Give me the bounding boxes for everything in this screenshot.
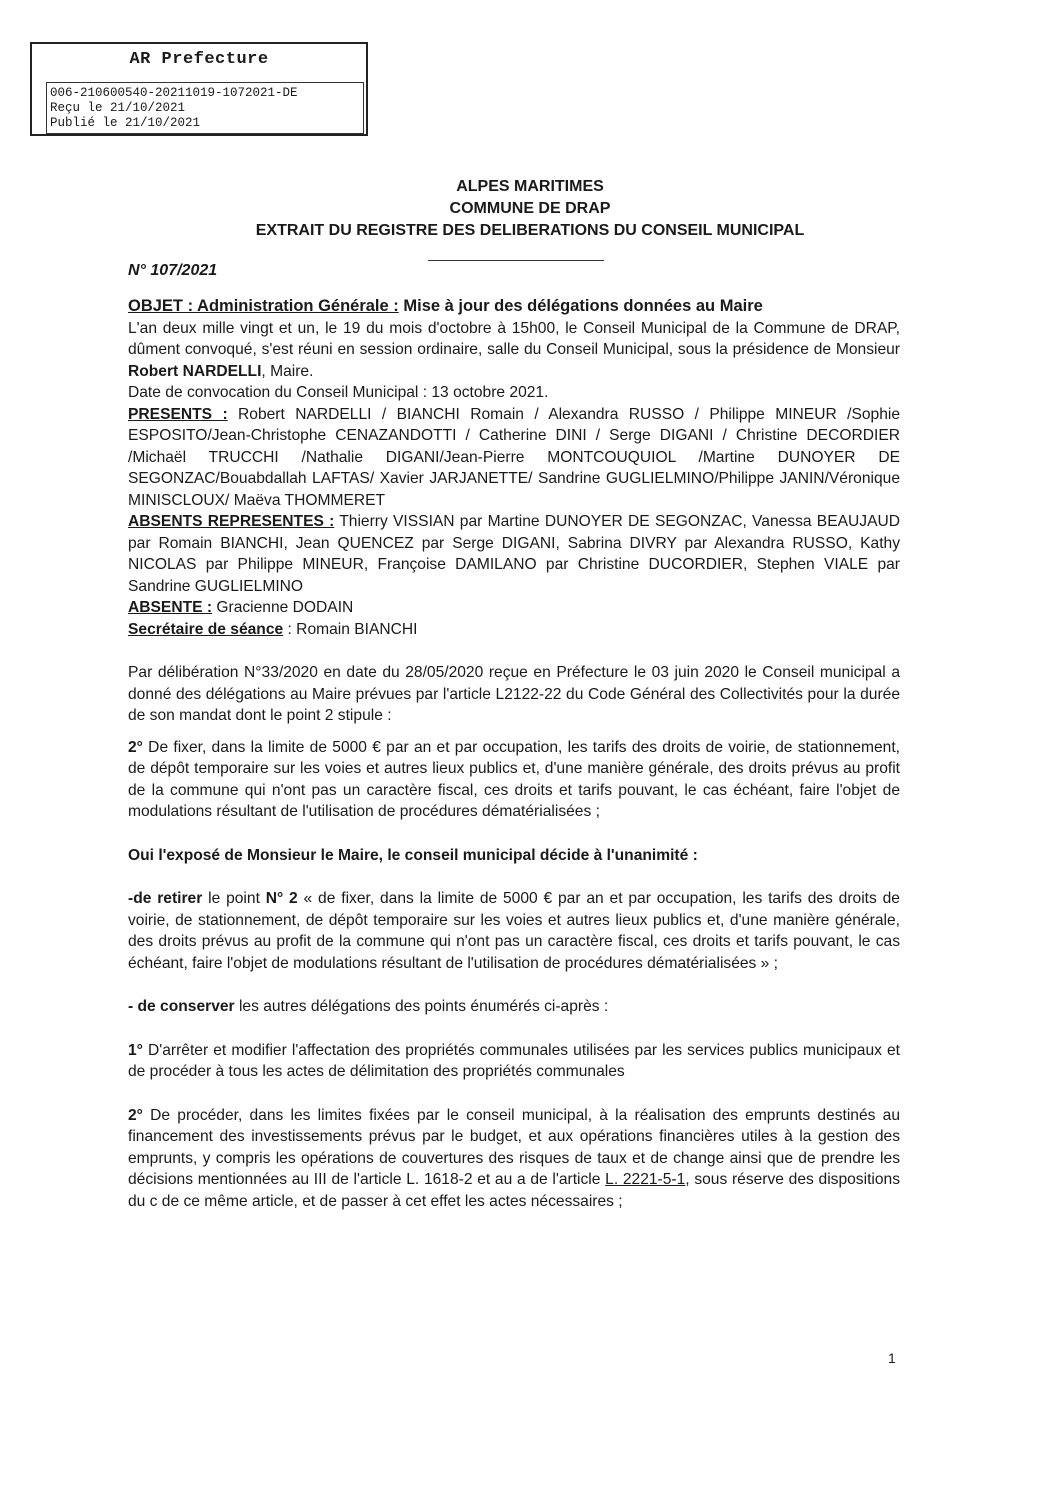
document-body	[128, 296, 900, 1212]
absents-representes-list: Thierry VISSIAN par Martine DUNOYER DE SEGONZAC, Vanessa BEAUJAUD par Romain BIANCHI, Jean QUENCEZ par Serge DIGANI, Sabrina DIVRY par Alexandra RUSSO, Kathy NICOLAS par Philippe MINEUR, Françoise DAMILANO par Christine DUCORDIER, Stephen VIALE par Sandrine GUGLIELMINO	[128, 513, 900, 595]
delegation-item-2	[128, 1105, 900, 1213]
stamp-title: AR Prefecture	[129, 50, 269, 69]
retirer-point-number: N° 2	[265, 890, 298, 907]
retirer-mid: le point	[202, 890, 266, 907]
session-intro	[128, 318, 900, 383]
delegation-item-1	[128, 1040, 900, 1083]
conserver-label: - de conserver	[128, 998, 235, 1015]
retirer-label: -de retirer	[128, 890, 203, 907]
header-divider	[428, 260, 604, 261]
secretaire-line	[128, 619, 900, 641]
absents-representes-paragraph	[128, 511, 900, 597]
item-1-number: 1°	[128, 1041, 143, 1059]
stamp-act-number: 006-210600540-20211019-1072021-DE	[50, 86, 298, 100]
absents-representes-label: ABSENTS REPRESENTES :	[128, 513, 335, 530]
intro-end: , Maire.	[261, 362, 314, 380]
conserver-text: les autres délégations des points énumérés ci-après :	[234, 998, 609, 1015]
point-2-original	[128, 737, 900, 823]
deliberation-number: N° 107/2021	[128, 262, 218, 279]
header-department: ALPES MARITIMES	[456, 178, 604, 195]
point-2-text: De fixer, dans la limite de 5000 € par an et par occupation, les tarifs des droits de voirie, de stationnement, de dépôt temporaire sur les voies et autres lieux publics et, d'une manière générale, des droits prévus au profit de la commune qui n'ont pas un caractère fiscal, ces droits et tarifs pouvant, le cas échéant, faire l'objet de modulations résultant de l'utilisation de procédures dématérialisées ;	[128, 738, 900, 820]
item-1-text: D'arrêter et modifier l'affectation des propriétés communales utilisées par les services publics municipaux et de procéder à tous les actes de délimitation des propriétés communales	[128, 1041, 900, 1080]
article-link[interactable]: L. 2221-5-1	[605, 1171, 686, 1188]
deliberation-reference: Par délibération N°33/2020 en date du 28/05/2020 reçue en Préfecture le 03 juin 2020 le Conseil municipal a donné des délégations au Maire prévues par l'article L2122-22 du Code Général des Collectivités pour la durée de son mandat dont le point 2 stipule :	[128, 664, 900, 724]
retirer-paragraph	[128, 888, 900, 974]
conserver-paragraph	[128, 996, 900, 1018]
stamp-details	[46, 82, 364, 134]
convocation-date: Date de convocation du Conseil Municipal : 13 octobre 2021.	[128, 384, 549, 401]
secretaire-name: : Romain BIANCHI	[283, 620, 418, 638]
absente-label: ABSENTE :	[128, 599, 213, 616]
objet-text: Mise à jour des délégations données au Maire	[398, 297, 763, 315]
presents-paragraph	[128, 404, 900, 512]
page-number: 1	[888, 1350, 896, 1366]
header-commune: COMMUNE DE DRAP	[449, 200, 611, 217]
objet-label: OBJET : Administration Générale :	[128, 297, 399, 315]
decision-statement: Oui l'exposé de Monsieur le Maire, le conseil municipal décide à l'unanimité :	[128, 846, 698, 864]
president-name: Robert NARDELLI	[128, 362, 262, 380]
header-register-title: EXTRAIT DU REGISTRE DES DELIBERATIONS DU CONSEIL MUNICIPAL	[255, 222, 805, 239]
absente-name: Gracienne DODAIN	[212, 599, 354, 616]
point-2-number: 2°	[128, 738, 143, 756]
intro-text: L'an deux mille vingt et un, le 19 du mois d'octobre à 15h00, le Conseil Municipal de la Commune de DRAP, dûment convoqué, s'est réuni en session ordinaire, salle du Conseil Municipal, sous la présidence de Monsieur	[128, 319, 900, 358]
presents-label: PRESENTS :	[128, 405, 228, 423]
retirer-text: « de fixer, dans la limite de 5000 € par an et par occupation, les tarifs des droits de voirie, de stationnement, de dépôt temporaire sur les voies et autres lieux publics et, d'une manière générale, des droits prévus au profit de la commune qui n'ont pas un caractère fiscal, ces droits et tarifs pouvant, le cas échéant, faire l'objet de modulations résultant de l'utilisation de procédures dématérialisées » ;	[128, 890, 900, 972]
objet-line	[128, 296, 900, 318]
item-2-end: , sous réserve des dispositions du c de ce même article, et de passer à cet effet les actes nécessaires ;	[128, 1171, 901, 1210]
secretaire-label: Secrétaire de séance	[128, 620, 284, 638]
document-header	[100, 176, 960, 242]
stamp-published-date: Publié le 21/10/2021	[50, 116, 201, 130]
absente-line	[128, 597, 900, 619]
item-2-text: De procéder, dans les limites fixées par le conseil municipal, à la réalisation des emprunts destinés au financement des investissements prévus par le budget, et aux opérations financières utiles à la gestion des emprunts, y compris les opérations de couvertures des risques de taux et de change ainsi que de prendre les décisions mentionnées au III de l'article L. 1618-2 et au a de l'article	[128, 1106, 900, 1188]
stamp-received-date: Reçu le 21/10/2021	[50, 101, 186, 115]
item-2-number: 2°	[128, 1106, 143, 1124]
ar-prefecture-stamp	[30, 42, 368, 136]
presents-list: Robert NARDELLI / BIANCHI Romain / Alexandra RUSSO / Philippe MINEUR /Sophie ESPOSITO/Jean-Christophe CENAZANDOTTI / Catherine DINI / Serge DIGANI / Christine DECORDIER /Michaël TRUCCHI /Nathalie DIGANI/Jean-Pierre MONTCOUQUIOL /Martine DUNOYER DE SEGONZAC/Bouabdallah LAFTAS/ Xavier JARJANETTE/ Sandrine GUGLIELMINO/Philippe JANIN/Véronique MINISCLOUX/ Maëva THOMMERET	[128, 405, 901, 509]
